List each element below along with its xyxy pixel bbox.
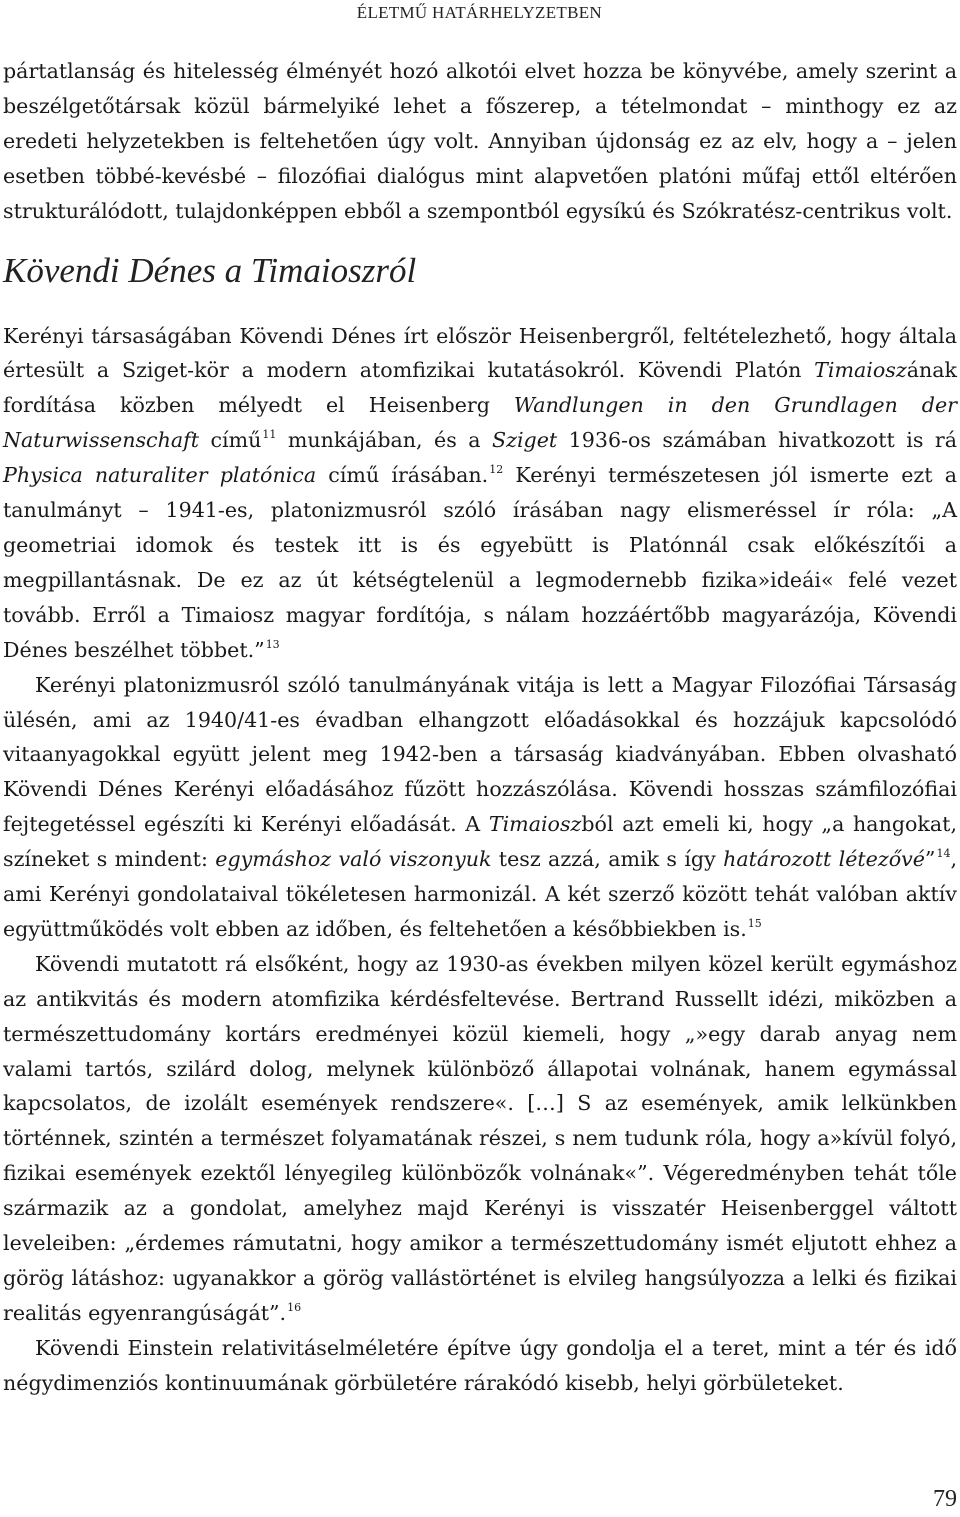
running-header: ÉLETMŰ HATÁRHELYZETBEN — [356, 3, 602, 22]
text: című írásában. — [316, 463, 489, 488]
italic-title: Sziget — [491, 428, 558, 453]
text: Kerényi platonizmusról szóló tanulmányának vitája is lett a Magyar Filozófiai Társaság ülésén, ami az 1940/41-es évadban elhangzott előadásokkal és hozzájuk kapcsolódó vitaanyagokkal együtt jelent meg 1942-ben a társaság kiadványában. Ebben olvasható Kövendi Dénes Kerényi előadásához fűzött hozzászólása. Kövendi hosszas számfilozófiai fejtegetéssel egészíti ki Kerényi előadását. A — [3, 672, 957, 837]
italic-title: Wandlungen in den Grundlagen der Naturwissenschaft — [3, 393, 957, 453]
text: munkájában, és a — [276, 428, 492, 453]
page-body — [3, 54, 957, 1401]
footnote-ref: 16 — [287, 1300, 302, 1314]
italic-phrase: határozott létezővé — [723, 847, 925, 872]
footnote-ref: 15 — [747, 916, 762, 930]
text: Kerényi természetesen jól ismerte ezt a tanulmányt – 1941-es, platonizmusról szóló írásában nagy elismeréssel ír róla: „A geometriai idomok és testek itt is és egyebütt is Platónnál csak előkészítői a megpillantásnak. De ez az út kétségtelenül a legmodernebb fizika»ideái« felé vezet tovább. Erről a Timaiosz magyar fordítója, s nálam hozzáértőbb magyarázója, Kövendi Dénes beszélhet többet.” — [3, 463, 957, 662]
paragraph-3 — [3, 947, 957, 1331]
italic-phrase: egymáshoz való viszonyuk — [215, 847, 492, 872]
footnote-ref: 12 — [489, 463, 504, 477]
italic-title: Timaiosz — [488, 812, 582, 837]
text: Kövendi mutatott rá elsőként, hogy az 1930-as években milyen közel került egymáshoz az antikvitás és modern atomfizika kérdésfeltevése. Bertrand Russellt idézi, miközben a természettudomány kortárs eredményei közül kiemeli, hogy „»egy darab anyag nem valami tartós, szilárd dolog, melynek különböző állapotai volnának, hanem egymással kapcsolatos, de izolált események rendszere«. […] S az események, amik lelkünkben történnek, szintén a természet folyamatának részei, s nem tudunk róla, hogy a»kívül folyó, fizikai események ezektől lényegileg különbözők volnának«”. Végeredményben tehát tőle származik az a gondolat, amelyhez majd Kerényi is visszatér Heisenberggel váltott leveleiben: „érdemes rámutatni, hogy amikor a természettudomány ismét eljutott ehhez a görög látáshoz: ugyanakkor a görög vallástörténet is elvileg hangsúlyozza a lelki és fizikai realitás egyenrangúságát”. — [3, 951, 957, 1325]
text: Kerényi társaságában Kövendi Dénes írt először Heisenbergről, feltételezhető, hogy általa értesült a Sziget-kör a modern atomfizikai kutatásokról. Kövendi Platón — [3, 323, 957, 383]
text: ” — [924, 847, 936, 872]
page-number: 79 — [933, 1486, 957, 1512]
footnote-ref: 14 — [936, 847, 951, 861]
paragraph-2 — [3, 668, 957, 947]
italic-title: Timaiosz — [814, 358, 907, 383]
text: tesz azzá, amik s így — [491, 847, 724, 872]
paragraph-1 — [3, 319, 957, 668]
footnote-ref: 11 — [262, 428, 277, 442]
text: című — [199, 428, 262, 453]
footnote-ref: 13 — [265, 637, 280, 651]
text: , ami Kerényi gondolataival tökéletesen harmonizál. A két szerző között tehát valóban aktív együttműködés volt ebben az időben, és feltehetően a későbbiekben is. — [3, 847, 957, 941]
italic-title: Physica naturaliter platónica — [3, 463, 317, 488]
text: 1936-os számában hivatkozott is rá — [557, 428, 957, 453]
paragraph-4: Kövendi Einstein relativitáselméletére építve úgy gondolja el a teret, mint a tér és idő négydimenziós kontinuumának görbületére rárakódó kisebb, helyi görbületeket. — [3, 1335, 957, 1395]
section-heading: Kövendi Dénes a Timaioszról — [3, 250, 417, 290]
text: ból azt emeli ki, hogy „a hangokat, színeket s mindent: — [3, 812, 957, 872]
intro-paragraph: pártatlanság és hitelesség élményét hozó alkotói elvet hozza be könyvébe, amely szerint a beszélgetőtársak közül bármelyiké lehet a főszerep, a tételmondat – minthogy ez az eredeti helyzetekben is feltehetően úgy volt. Annyiban újdonság ez az elv, hogy a – jelen esetben többé-kevésbé – filozófiai dialógus mint alapvetően platóni műfaj ettől eltérően strukturálódott, tulajdonképpen ebből a szempontból egysíkú és Szókratész-centrikus volt. — [3, 59, 957, 223]
text: ának fordítása közben mélyedt el Heisenberg — [3, 358, 957, 418]
